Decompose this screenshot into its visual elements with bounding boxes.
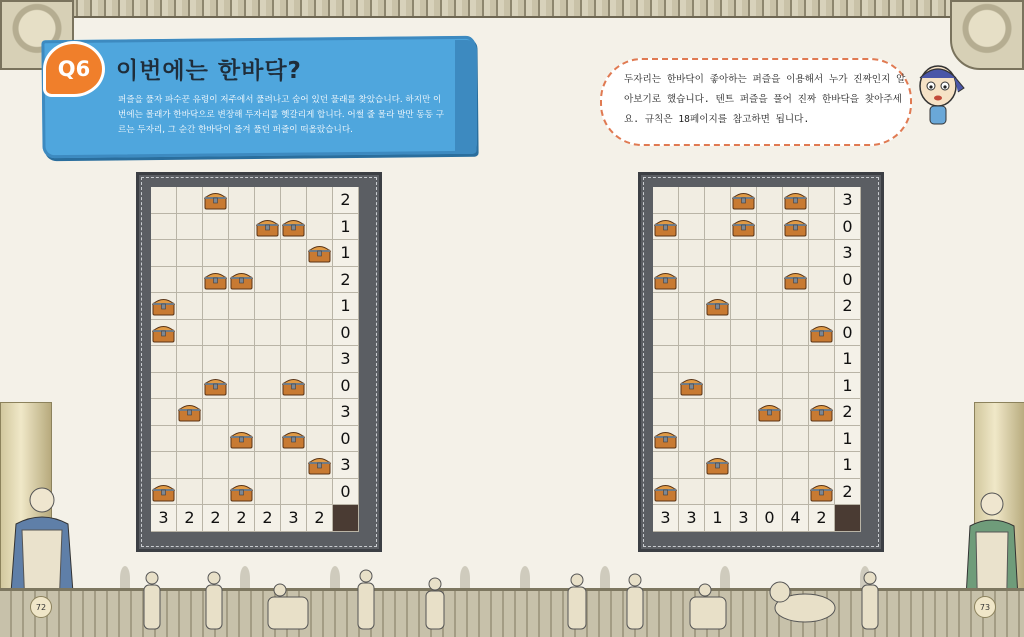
row-clue: 0 — [835, 214, 861, 241]
grid-cell — [757, 399, 783, 426]
column-clue: 2 — [229, 505, 255, 532]
row-clue: 3 — [333, 452, 359, 479]
grid-cell — [783, 346, 809, 373]
grid-cell — [307, 373, 333, 400]
row-clue: 3 — [835, 240, 861, 267]
column-clue: 3 — [281, 505, 307, 532]
row-clue: 3 — [835, 187, 861, 214]
grid-cell — [653, 426, 679, 453]
row-clue: 1 — [835, 373, 861, 400]
grid-cell — [229, 293, 255, 320]
grid-cell — [307, 346, 333, 373]
column-clue: 1 — [705, 505, 731, 532]
grid-cell — [281, 214, 307, 241]
grid-cell — [255, 399, 281, 426]
question-text: 퍼즐을 풀자 파수꾼 유령이 저주에서 풀려나고 숨어 있던 물래를 찾았습니다. 하지만 이번에는 몰래가 한바닥으로 변장해 두자리를 헷갈리게 합니다. 어썰 줄 몰라 발만 동동 구르는 두자리, 그 순간 한바닥이 즐겨 풀던 퍼즐이 떠올랐습니다. — [118, 95, 445, 135]
grid-cell — [307, 399, 333, 426]
row-clue: 2 — [835, 293, 861, 320]
grid-cell — [177, 452, 203, 479]
row-clue: 3 — [333, 399, 359, 426]
grid-cell — [151, 399, 177, 426]
row-clue: 2 — [835, 479, 861, 506]
grid-cell — [757, 426, 783, 453]
grid-cell — [705, 293, 731, 320]
grid-cell — [203, 187, 229, 214]
grid-cell — [783, 373, 809, 400]
grid-cell — [229, 240, 255, 267]
grid-cell — [151, 187, 177, 214]
grid-cell — [705, 346, 731, 373]
grid-cell — [679, 267, 705, 294]
grid-cell — [281, 187, 307, 214]
grid-cell — [177, 399, 203, 426]
grid-cell — [679, 346, 705, 373]
grid-cell — [151, 293, 177, 320]
grid-cell — [177, 267, 203, 294]
grid-cell — [307, 214, 333, 241]
grid-cell — [731, 373, 757, 400]
chest-icon — [230, 269, 253, 290]
grid-cell — [653, 293, 679, 320]
row-clue: 0 — [333, 373, 359, 400]
grid-cell — [307, 452, 333, 479]
grid-cell — [653, 240, 679, 267]
grid-cell — [757, 479, 783, 506]
row-clue: 3 — [333, 346, 359, 373]
grid-cell — [307, 426, 333, 453]
grid-cell — [705, 479, 731, 506]
column-clue: 3 — [151, 505, 177, 532]
chest-icon — [654, 216, 677, 237]
row-clue: 0 — [333, 479, 359, 506]
chest-icon — [204, 189, 227, 210]
grid-cell — [255, 426, 281, 453]
grid-cell — [203, 373, 229, 400]
chest-icon — [706, 454, 729, 475]
grid-cell — [783, 293, 809, 320]
grid-cell — [653, 267, 679, 294]
grid-cell — [255, 214, 281, 241]
page-number-left: 72 — [30, 596, 52, 618]
chest-icon — [308, 242, 331, 263]
chest-icon — [706, 295, 729, 316]
grid-cell — [757, 214, 783, 241]
chest-icon — [732, 189, 755, 210]
row-clue: 1 — [835, 426, 861, 453]
chest-icon — [732, 216, 755, 237]
character-icon — [914, 58, 966, 128]
grid-cell — [281, 479, 307, 506]
grid-cell — [783, 320, 809, 347]
grid-cell — [177, 373, 203, 400]
grid-cell — [255, 187, 281, 214]
row-clue: 0 — [835, 267, 861, 294]
column-clue: 3 — [653, 505, 679, 532]
page-number-right: 73 — [974, 596, 996, 618]
grid-cell — [705, 240, 731, 267]
grid-cell — [679, 452, 705, 479]
grid-cell — [281, 293, 307, 320]
grid-cell — [783, 399, 809, 426]
grid-cell — [757, 267, 783, 294]
grid-corner-cell — [333, 505, 359, 532]
grid-cell — [705, 426, 731, 453]
chest-icon — [810, 401, 833, 422]
grid-cell — [255, 267, 281, 294]
grid-cell — [307, 240, 333, 267]
grid-cell — [809, 346, 835, 373]
grid-cell — [809, 267, 835, 294]
grid-cell — [307, 267, 333, 294]
grid-cell — [653, 320, 679, 347]
grid-cell — [731, 320, 757, 347]
grid-cell — [679, 240, 705, 267]
grid-cell — [151, 426, 177, 453]
grid-cell — [679, 373, 705, 400]
chest-icon — [282, 216, 305, 237]
grid-cell — [203, 479, 229, 506]
grid-cell — [177, 320, 203, 347]
grid-cell — [177, 214, 203, 241]
row-clue: 2 — [333, 187, 359, 214]
grid-cell — [203, 399, 229, 426]
grid-cell — [203, 426, 229, 453]
grid-cell — [307, 293, 333, 320]
grid-cell — [653, 214, 679, 241]
grid-cell — [731, 267, 757, 294]
row-clue: 0 — [333, 320, 359, 347]
row-clue: 0 — [835, 320, 861, 347]
grid-cell — [177, 240, 203, 267]
row-clue: 1 — [835, 452, 861, 479]
grid-cell — [731, 426, 757, 453]
column-clue: 4 — [783, 505, 809, 532]
chest-icon — [654, 428, 677, 449]
column-clue: 0 — [757, 505, 783, 532]
grid-cell — [281, 399, 307, 426]
grid-cell — [653, 373, 679, 400]
grid-cell — [783, 214, 809, 241]
chest-icon — [810, 481, 833, 502]
grid-cell — [809, 293, 835, 320]
grid-cell — [679, 293, 705, 320]
grid-cell — [255, 240, 281, 267]
grid-cell — [705, 373, 731, 400]
grid-cell — [151, 214, 177, 241]
column-clue: 3 — [679, 505, 705, 532]
grid-cell — [203, 214, 229, 241]
column-clue: 3 — [731, 505, 757, 532]
grid-cell — [757, 320, 783, 347]
grid-cell — [783, 240, 809, 267]
grid-cell — [731, 187, 757, 214]
row-clue: 1 — [333, 240, 359, 267]
chest-icon — [230, 481, 253, 502]
grid-cell — [255, 479, 281, 506]
grid-cell — [281, 452, 307, 479]
chest-icon — [810, 322, 833, 343]
grid-cell — [229, 479, 255, 506]
grid-cell — [809, 240, 835, 267]
row-clue: 1 — [835, 346, 861, 373]
grid-cell — [255, 293, 281, 320]
grid-cell — [229, 187, 255, 214]
grid-cell — [281, 373, 307, 400]
grid-cell — [151, 267, 177, 294]
grid-cell — [783, 267, 809, 294]
grid-cell — [783, 426, 809, 453]
grid-cell — [731, 452, 757, 479]
grid-cell — [151, 240, 177, 267]
grid-cell — [203, 293, 229, 320]
chest-icon — [204, 269, 227, 290]
grid-cell — [229, 399, 255, 426]
grid-cell — [229, 267, 255, 294]
grid-cell — [203, 267, 229, 294]
row-clue: 0 — [333, 426, 359, 453]
row-clue: 1 — [333, 214, 359, 241]
top-frieze — [0, 0, 1024, 18]
column-clue: 2 — [809, 505, 835, 532]
grid-cell — [731, 293, 757, 320]
grid-cell — [809, 399, 835, 426]
grid-cell — [281, 267, 307, 294]
puzzle-right — [638, 172, 884, 552]
grid-cell — [177, 479, 203, 506]
puzzle-grid-right — [653, 187, 861, 532]
grid-cell — [177, 187, 203, 214]
grid-cell — [653, 399, 679, 426]
grid-cell — [757, 452, 783, 479]
grid-cell — [203, 452, 229, 479]
grid-cell — [281, 240, 307, 267]
grid-cell — [151, 452, 177, 479]
chest-icon — [784, 189, 807, 210]
chest-icon — [230, 428, 253, 449]
grid-cell — [705, 399, 731, 426]
column-clue: 2 — [255, 505, 281, 532]
chest-icon — [152, 481, 175, 502]
grid-cell — [679, 320, 705, 347]
row-clue: 2 — [835, 399, 861, 426]
column-clue: 2 — [177, 505, 203, 532]
chest-icon — [680, 375, 703, 396]
grid-cell — [809, 214, 835, 241]
grid-cell — [151, 320, 177, 347]
grid-cell — [705, 187, 731, 214]
grid-cell — [307, 479, 333, 506]
column-clue: 2 — [203, 505, 229, 532]
grid-cell — [783, 452, 809, 479]
grid-cell — [281, 346, 307, 373]
grid-cell — [705, 214, 731, 241]
row-clue: 2 — [333, 267, 359, 294]
grid-cell — [809, 426, 835, 453]
grid-cell — [809, 452, 835, 479]
grid-cell — [757, 373, 783, 400]
grid-cell — [679, 399, 705, 426]
chest-icon — [758, 401, 781, 422]
grid-cell — [679, 479, 705, 506]
grid-cell — [255, 373, 281, 400]
chest-icon — [784, 216, 807, 237]
grid-cell — [705, 452, 731, 479]
chest-icon — [784, 269, 807, 290]
grid-cell — [809, 187, 835, 214]
grid-cell — [151, 373, 177, 400]
chest-icon — [204, 375, 227, 396]
chest-icon — [256, 216, 279, 237]
grid-cell — [203, 240, 229, 267]
chest-icon — [654, 481, 677, 502]
grid-cell — [151, 479, 177, 506]
grid-cell — [757, 293, 783, 320]
grid-corner-cell — [835, 505, 861, 532]
row-clue: 1 — [333, 293, 359, 320]
grid-cell — [731, 346, 757, 373]
grid-cell — [229, 373, 255, 400]
puzzle-grid-left — [151, 187, 359, 532]
grid-cell — [783, 187, 809, 214]
grid-cell — [757, 187, 783, 214]
chest-icon — [178, 401, 201, 422]
question-title: 이번에는 한바닥? — [116, 58, 302, 84]
grid-cell — [783, 479, 809, 506]
grid-cell — [281, 426, 307, 453]
grid-cell — [679, 187, 705, 214]
banner-scroll-curl — [455, 40, 477, 154]
grid-cell — [653, 479, 679, 506]
chest-icon — [152, 322, 175, 343]
grid-cell — [229, 320, 255, 347]
chest-icon — [308, 454, 331, 475]
chest-icon — [282, 428, 305, 449]
puzzle-left — [136, 172, 382, 552]
speech-text: 두자리는 한바닥이 좋아하는 퍼즐을 이용해서 누가 진짜인지 알아보기로 했습니다. 텐트 퍼즐을 풀어 진짜 한바닥을 찾아주세요. 규칙은 18페이지를 참고하면 됩니다. — [624, 74, 906, 125]
grid-cell — [203, 346, 229, 373]
grid-cell — [229, 426, 255, 453]
grid-cell — [255, 346, 281, 373]
grid-cell — [229, 214, 255, 241]
grid-cell — [653, 452, 679, 479]
grid-cell — [679, 426, 705, 453]
grid-cell — [255, 320, 281, 347]
grid-cell — [255, 452, 281, 479]
grid-cell — [757, 240, 783, 267]
chest-icon — [152, 295, 175, 316]
grid-cell — [229, 452, 255, 479]
grid-cell — [653, 346, 679, 373]
grid-cell — [151, 346, 177, 373]
grid-cell — [679, 214, 705, 241]
chest-icon — [654, 269, 677, 290]
grid-cell — [307, 320, 333, 347]
figures-row-icon — [130, 568, 890, 634]
grid-cell — [177, 293, 203, 320]
tree-icon — [120, 566, 130, 590]
grid-cell — [705, 267, 731, 294]
question-badge: Q6 — [46, 44, 102, 94]
grid-cell — [705, 320, 731, 347]
grid-cell — [731, 214, 757, 241]
grid-cell — [731, 240, 757, 267]
column-clue: 2 — [307, 505, 333, 532]
grid-cell — [307, 187, 333, 214]
grid-cell — [229, 346, 255, 373]
grid-cell — [809, 479, 835, 506]
grid-cell — [177, 426, 203, 453]
grid-cell — [809, 373, 835, 400]
grid-cell — [203, 320, 229, 347]
grid-cell — [757, 346, 783, 373]
grid-cell — [809, 320, 835, 347]
grid-cell — [731, 399, 757, 426]
grid-cell — [177, 346, 203, 373]
grid-cell — [281, 320, 307, 347]
chest-icon — [282, 375, 305, 396]
grid-cell — [731, 479, 757, 506]
grid-cell — [653, 187, 679, 214]
